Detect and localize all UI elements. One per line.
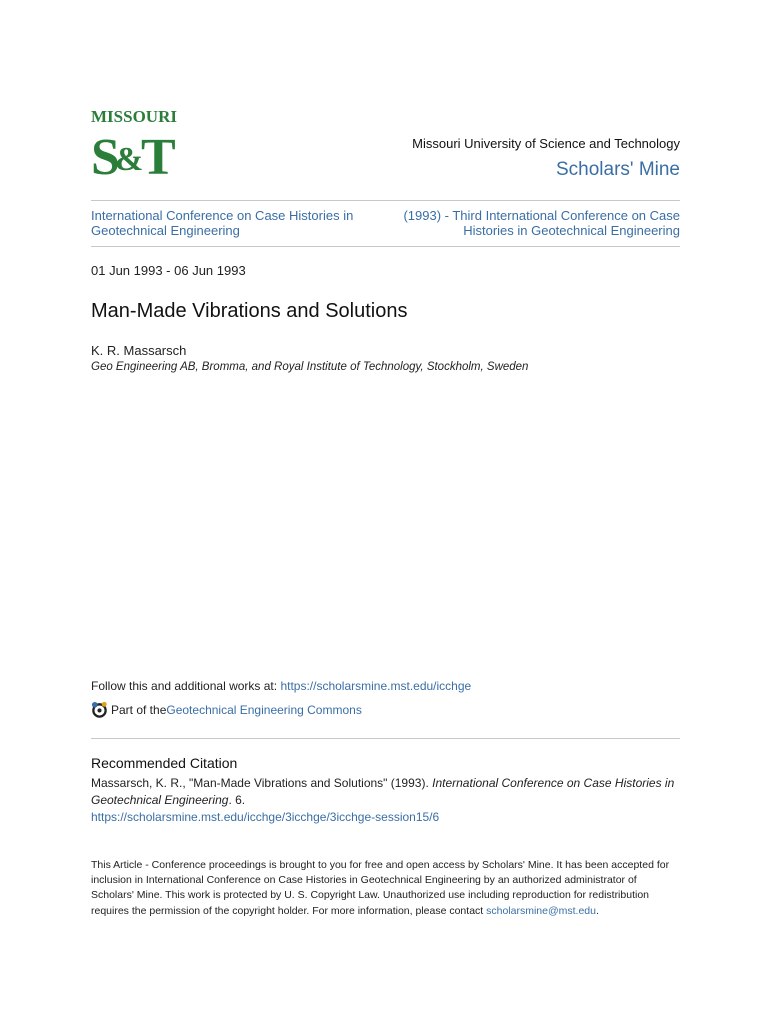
citation-text — [91, 775, 680, 826]
conference-dates: 01 Jun 1993 - 06 Jun 1993 — [91, 263, 246, 278]
divider — [91, 738, 680, 739]
university-name: Missouri University of Science and Technology — [412, 136, 680, 151]
svg-text:S: S — [91, 129, 120, 180]
follow-text: Follow this and additional works at: — [91, 679, 281, 693]
notice-text: This Article - Conference proceedings is brought to you for free and open access by Scholars' Mine. It has been accepted for inclusion in International Conference on Case Histories in Geotechnical Engineering by an authorized administrator of Scholars' Mine. This work is protected by U. S. Copyright Law. Unauthorized use including reproduction for redistribution requires the permission of the copyright holder. For more information, please contact — [91, 859, 670, 917]
logo-wordmark: MISSOURI — [91, 107, 177, 126]
st-logo-icon — [91, 128, 177, 180]
notice-end: . — [596, 904, 599, 917]
divider — [91, 246, 680, 247]
svg-text:T: T — [141, 129, 176, 180]
scholars-mine-link[interactable]: Scholars' Mine — [555, 159, 680, 180]
author-affiliation: Geo Engineering AB, Bromma, and Royal Institute of Technology, Stockholm, Sweden — [91, 361, 529, 373]
copyright-notice — [91, 858, 680, 919]
network-commons-icon — [91, 701, 108, 718]
svg-text:&: & — [115, 141, 144, 178]
paper-title: Man-Made Vibrations and Solutions — [91, 300, 408, 322]
citation-prefix: Massarsch, K. R., "Man-Made Vibrations and Solutions" (1993). — [91, 776, 433, 790]
citation-url-link[interactable]: https://scholarsmine.mst.edu/icchge/3icchge/3icchge-session15/6 — [91, 810, 440, 824]
paper-author: K. R. Massarsch — [91, 343, 187, 358]
part-of-text: Part of the — [111, 702, 167, 717]
follow-url-link[interactable]: https://scholarsmine.mst.edu/icchge — [280, 679, 472, 693]
missouri-st-logo — [91, 108, 181, 184]
divider — [91, 200, 680, 201]
citation-journal: International Conference on Case Histories in Geotechnical Engineering — [91, 776, 675, 807]
citation-suffix: . 6. — [228, 793, 246, 807]
part-of-line — [91, 701, 362, 718]
breadcrumb-conference-link[interactable]: International Conference on Case Histories in Geotechnical Engineering — [91, 208, 354, 238]
contact-email-link[interactable]: scholarsmine@mst.edu — [486, 904, 596, 917]
follow-line — [91, 679, 471, 693]
breadcrumb-session-link[interactable]: (1993) - Third International Conference on Case Histories in Geotechnical Engineering — [403, 208, 680, 238]
geotechnical-commons-link[interactable]: Geotechnical Engineering Commons — [166, 702, 362, 717]
recommended-citation-heading: Recommended Citation — [91, 755, 238, 771]
